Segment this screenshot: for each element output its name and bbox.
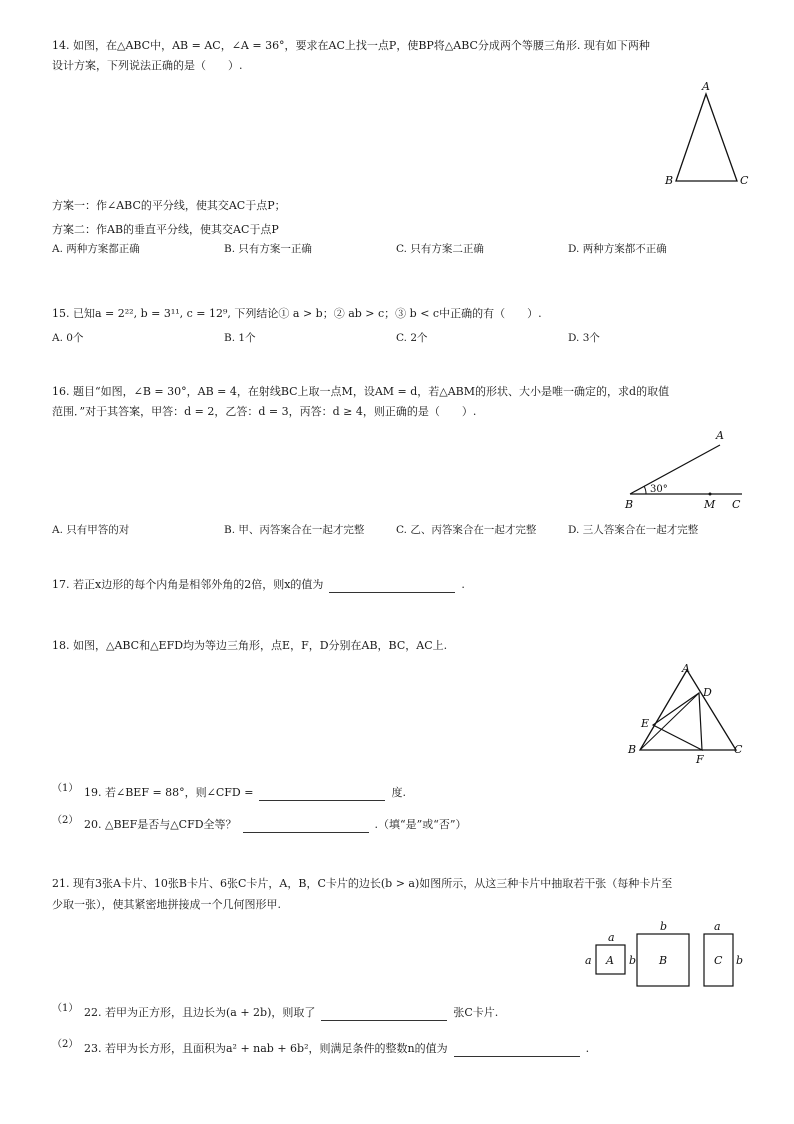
q18-figure xyxy=(626,658,756,768)
q16-option-d[interactable]: D. 三人答案合在一起才完整 xyxy=(568,524,699,536)
q22-text: 22. 若甲为正方形，且边长为(a + 2b)，则取了 xyxy=(84,1006,316,1019)
card-a-label: A xyxy=(606,954,614,967)
card-c-right-b: b xyxy=(736,954,744,967)
q22-answer-blank[interactable] xyxy=(321,1008,447,1021)
q15-option-c[interactable]: C. 2个 xyxy=(396,332,428,344)
q18-label-a: A xyxy=(682,662,690,675)
q15-option-b[interactable]: B. 1个 xyxy=(224,332,256,344)
q14-plan1: 方案一：作∠ABC的平分线，使其交AC于点P； xyxy=(52,199,286,212)
q17-answer-blank[interactable] xyxy=(329,580,455,593)
q18-label-e: E xyxy=(641,717,650,730)
q14-label-a: A xyxy=(702,80,710,93)
q14-option-d[interactable]: D. 两种方案都不正确 xyxy=(568,243,667,255)
q14-option-c[interactable]: C. 只有方案二正确 xyxy=(396,243,484,255)
q19-text: 19. 若∠BEF = 88°，则∠CFD = xyxy=(84,786,254,799)
q14-option-b[interactable]: B. 只有方案一正确 xyxy=(224,243,312,255)
q18-label-d: D xyxy=(703,686,712,699)
q16-angle-arc xyxy=(644,486,646,494)
q20-text: 20. △BEF是否与△CFD全等？ xyxy=(84,818,237,831)
q14-triangle xyxy=(676,94,737,181)
q19-marker: （1） xyxy=(52,783,79,794)
q14-option-a[interactable]: A. 两种方案都正确 xyxy=(52,243,140,255)
q18-triangle-abc xyxy=(640,670,736,750)
q16-label-a: A xyxy=(716,429,724,442)
q14-figure xyxy=(660,80,780,190)
q16-stem-line2: 范围．”对于其答案，甲答：d = 2，乙答：d = 3，丙答：d ≥ 4，则正确的是（ ）. xyxy=(52,405,477,418)
q15-option-d[interactable]: D. 3个 xyxy=(568,332,600,344)
q16-figure xyxy=(620,425,750,515)
q16-point-m xyxy=(709,493,712,496)
q23-stem xyxy=(84,1041,589,1057)
q16-option-b[interactable]: B. 甲、丙答案合在一起才完整 xyxy=(224,524,365,536)
q14-label-c: C xyxy=(740,174,749,187)
q16-ray-ba xyxy=(630,445,720,494)
q16-label-c: C xyxy=(732,498,741,511)
q16-label-m: M xyxy=(704,498,716,511)
q17-text: 17. 若正x边形的每个内角是相邻外角的2倍，则x的值为 xyxy=(52,578,324,591)
q14-plan2: 方案二：作AB的垂直平分线，使其交AC于点P xyxy=(52,223,279,236)
q16-stem-line1: 16. 题目“如图，∠B = 30°，AB = 4，在射线BC上取一点M，设AM = d，若△ABM的形状、大小是唯一确定的，求d的取值 xyxy=(52,385,670,398)
q20-answer-blank[interactable] xyxy=(243,820,369,833)
card-b-top-b: b xyxy=(660,920,668,933)
q20-text-end: .（填“是”或“否”） xyxy=(374,818,467,831)
card-c-top-a: a xyxy=(714,920,721,933)
q19-text-end: 度. xyxy=(391,786,406,799)
q17-text-end: . xyxy=(461,578,465,591)
q20-stem xyxy=(84,817,467,833)
q21-stem-line1: 21. 现有3张A卡片、10张B卡片、6张C卡片，A，B，C卡片的边长(b > a)如图所示，从这三种卡片中抽取若干张（每种卡片至 xyxy=(52,877,673,890)
q14-stem-line2: 设计方案，下列说法正确的是（ ）. xyxy=(52,59,243,72)
q17-stem xyxy=(52,577,465,593)
q22-marker: （1） xyxy=(52,1003,79,1014)
q19-answer-blank[interactable] xyxy=(259,788,385,801)
q23-text: 23. 若甲为长方形，且面积为a² + nab + 6b²，则满足条件的整数n的值为 xyxy=(84,1042,448,1055)
q14-label-b: B xyxy=(665,174,674,187)
q16-angle-label: 30° xyxy=(650,484,668,495)
q18-label-b: B xyxy=(628,743,637,756)
q18-label-f: F xyxy=(696,753,704,766)
card-c-label: C xyxy=(714,954,723,967)
card-a-right-b: b xyxy=(629,954,637,967)
card-a-left-a: a xyxy=(585,954,592,967)
q18-stem: 18. 如图，△ABC和△EFD均为等边三角形，点E，F，D分别在AB，BC，AC上. xyxy=(52,639,448,652)
q23-answer-blank[interactable] xyxy=(454,1044,580,1057)
q23-text-end: . xyxy=(585,1042,590,1055)
q19-stem xyxy=(84,785,406,801)
card-a-top-a: a xyxy=(608,931,615,944)
q18-label-c: C xyxy=(734,743,743,756)
q22-text-end: 张C卡片. xyxy=(453,1006,499,1019)
q16-option-c[interactable]: C. 乙、丙答案合在一起才完整 xyxy=(396,524,537,536)
q15-option-a[interactable]: A. 0个 xyxy=(52,332,84,344)
q15-stem: 15. 已知a = 2²², b = 3¹¹, c = 12⁹, 下列结论① a > b；② ab > c；③ b < c中正确的有（ ）. xyxy=(52,307,542,320)
card-b-label: B xyxy=(659,954,668,967)
q21-figure xyxy=(580,918,750,994)
q18-triangle-efd xyxy=(653,693,702,750)
q22-stem xyxy=(84,1005,498,1021)
q21-stem-line2: 少取一张），使其紧密地拼接成一个几何图形甲. xyxy=(52,898,281,911)
q23-marker: （2） xyxy=(52,1039,79,1050)
q16-option-a[interactable]: A. 只有甲答的对 xyxy=(52,524,130,536)
q14-stem-line1: 14. 如图，在△ABC中，AB = AC，∠A = 36°，要求在AC上找一点P，使BP将△ABC分成两个等腰三角形. 现有如下两种 xyxy=(52,39,650,52)
q16-label-b: B xyxy=(625,498,634,511)
q20-marker: （2） xyxy=(52,815,79,826)
